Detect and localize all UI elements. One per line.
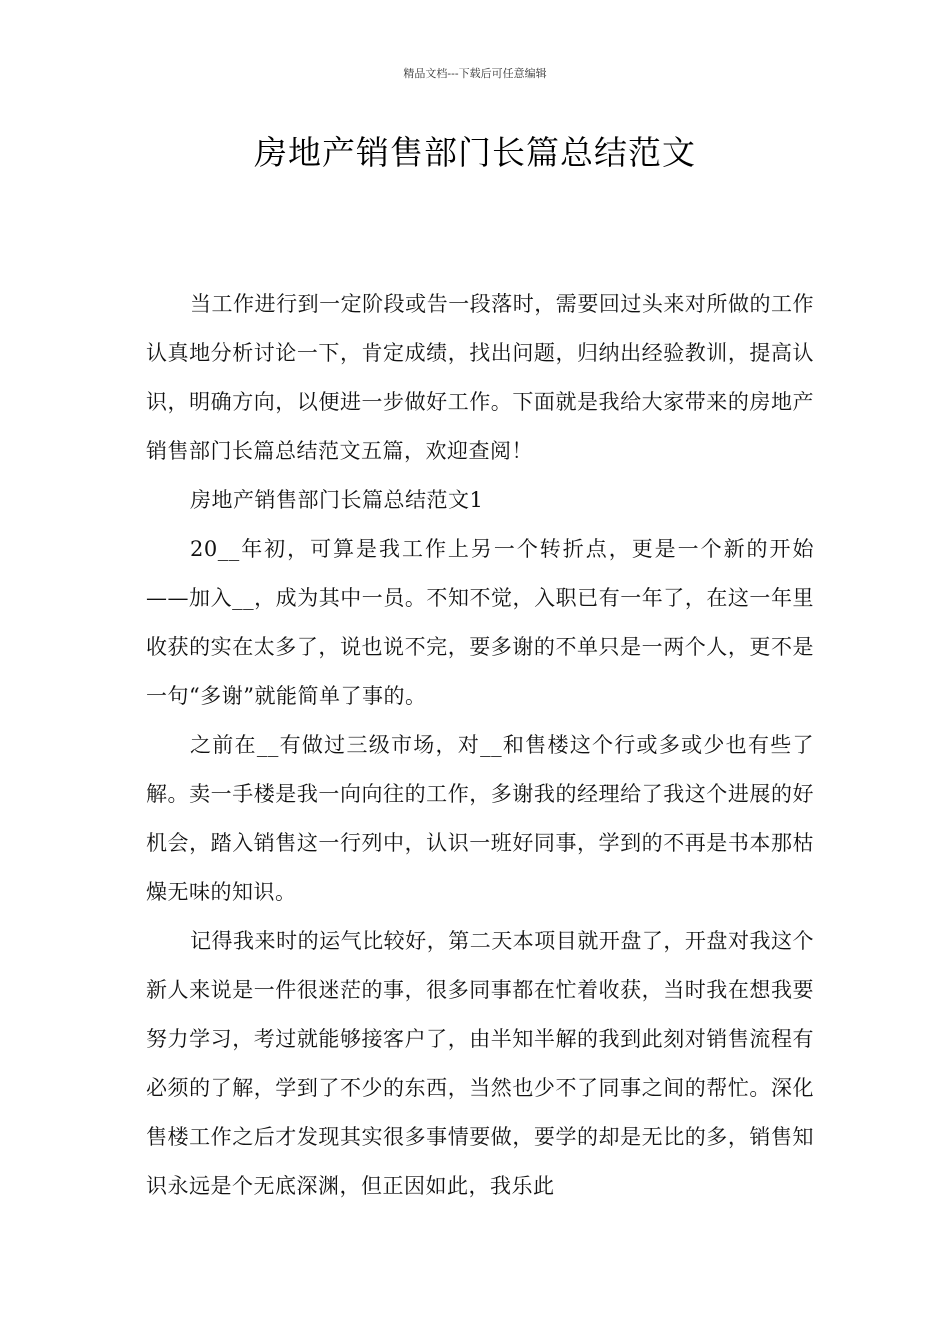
document-title: 房地产销售部门长篇总结范文 xyxy=(254,133,696,172)
section-heading: 房地产销售部门长篇总结范文1 xyxy=(190,488,484,512)
header-note: 精品文档---下载后可任意编辑 xyxy=(403,67,547,80)
document-body xyxy=(146,280,814,1211)
intro-paragraph: 当工作进行到一定阶段或告一段落时，需要回过头来对所做的工作认真地分析讨论一下，肯定成绩，找出问题，归纳出经验教训，提高认识，明确方向，以便进一步做好工作。下面就是我给大家带来的房地产销售部门长篇总结范文五篇，欢迎查阅！ xyxy=(146,292,814,463)
body-paragraph: 记得我来时的运气比较好，第二天本项目就开盘了，开盘对我这个新人来说是一件很迷茫的事，很多同事都在忙着收获，当时我在想我要努力学习，考过就能够接客户了，由半知半解的我到此刻对销售流程有必须的了解，学到了不少的东西，当然也少不了同事之间的帮忙。深化售楼工作之后才发现其实很多事情要做，要学的却是无比的多，销售知识永远是个无底深渊，但正因如此，我乐此 xyxy=(146,929,814,1198)
body-paragraph: 之前在__有做过三级市场，对__和售楼这个行或多或少也有些了解。卖一手楼是我一向向往的工作，多谢我的经理给了我这个进展的好机会，踏入销售这一行列中，认识一班好同事，学到的不再是书本那枯燥无味的知识。 xyxy=(146,733,814,904)
body-paragraph: 20__年初，可算是我工作上另一个转折点，更是一个新的开始——加入__，成为其中一员。不知不觉，入职已有一年了，在这一年里收获的实在太多了，说也说不完，要多谢的不单只是一两个人，更不是一句“多谢”就能简单了事的。 xyxy=(146,537,814,708)
